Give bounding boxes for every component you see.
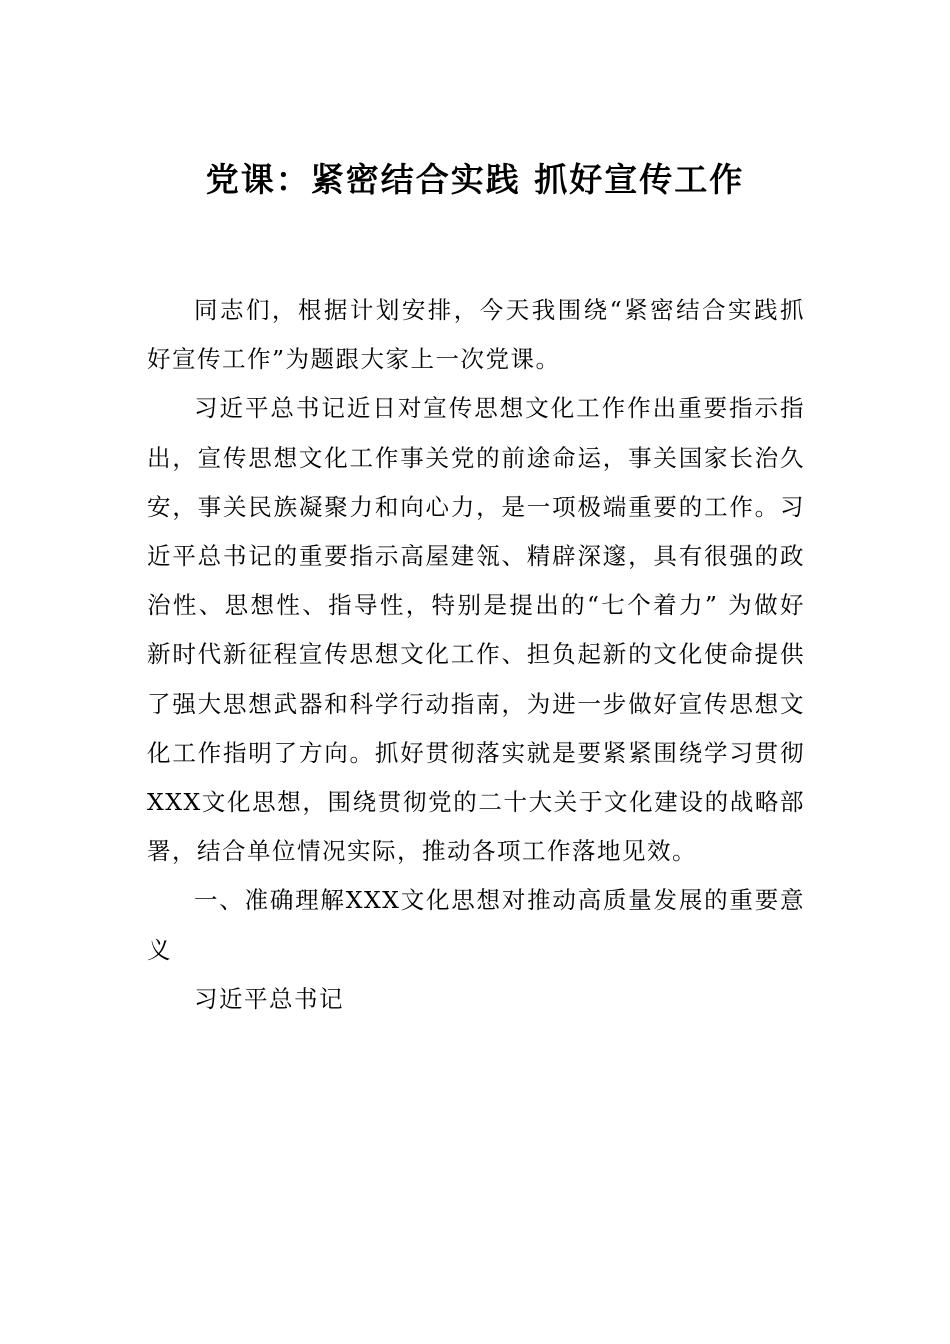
paragraph-intro: 同志们，根据计划安排，今天我围绕“紧密结合实践抓好宣传工作”为题跟大家上一次党课。 (147, 296, 805, 374)
section-heading-1: 一、准确理解XXX文化思想对推动高质量发展的重要意义 (147, 886, 805, 964)
document-body (147, 286, 805, 1024)
paragraph-instructions: 习近平总书记近日对宣传思想文化工作作出重要指示指出，宣传思想文化工作事关党的前途命运，事关国家长治久安，事关民族凝聚力和向心力，是一项极端重要的工作。习近平总书记的重要指示高屋建瓴、精辟深邃，具有很强的政治性、思想性、指导性，特别是提出的“七个着力” 为做好新时代新征程宣传思想文化工作、担负起新的文化使命提供了强大思想武器和科学行动指南，为进一步做好宣传思想文化工作指明了方向。抓好贯彻落实就是要紧紧围绕学习贯彻XXX文化思想，围绕贯彻党的二十大关于文化建设的战略部署，结合单位情况实际，推动各项工作落地见效。 (147, 394, 805, 866)
document-title: 党课：紧密结合实践 抓好宣传工作 (205, 160, 745, 199)
paragraph-section-1-start: 习近平总书记 (194, 984, 344, 1013)
